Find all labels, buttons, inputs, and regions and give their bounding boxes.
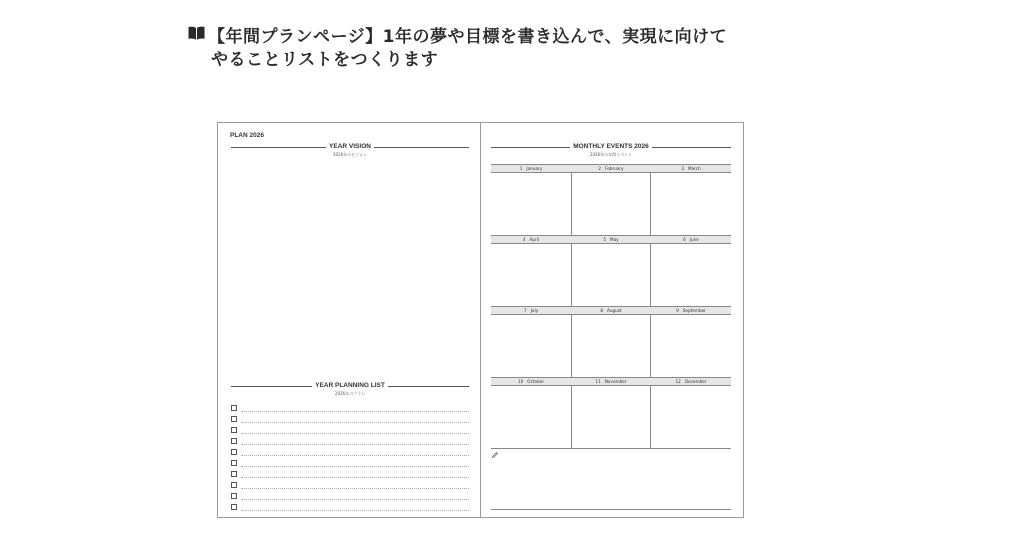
month-number: 6	[683, 236, 686, 242]
month-label	[491, 166, 571, 172]
month-label	[491, 379, 571, 385]
checkbox-icon	[231, 504, 237, 510]
planning-list-row	[231, 491, 469, 502]
calendar-row	[491, 377, 731, 448]
checkbox-icon	[231, 449, 237, 455]
month-label	[571, 237, 651, 243]
dotted-writing-line	[241, 422, 469, 423]
month-name: June	[689, 236, 699, 242]
month-name: May	[610, 236, 619, 242]
month-number: 7	[523, 307, 527, 313]
month-label	[651, 237, 731, 243]
heading-line-2: やることリストをつくります	[211, 50, 439, 70]
month-number: 9	[676, 307, 679, 313]
checkbox-icon	[231, 405, 237, 411]
checkbox-icon	[231, 460, 237, 466]
month-name: February	[605, 165, 624, 171]
month-label	[491, 308, 571, 314]
calendar-column-divider	[650, 244, 651, 306]
dotted-writing-line	[241, 488, 469, 489]
month-number: 11	[595, 378, 601, 384]
month-label	[571, 166, 651, 172]
checkbox-icon	[231, 493, 237, 499]
planning-list-row	[231, 436, 469, 447]
month-number: 1	[519, 165, 523, 171]
book-open-icon	[188, 26, 205, 40]
calendar-row	[491, 235, 731, 306]
notes-top-rule	[491, 448, 731, 449]
checkbox-icon	[231, 482, 237, 488]
month-label	[491, 237, 571, 243]
pencil-icon	[492, 452, 498, 458]
month-number: 5	[603, 236, 606, 242]
month-number: 10	[517, 378, 524, 384]
month-name: October	[527, 378, 545, 384]
month-label	[651, 166, 731, 172]
month-label	[651, 308, 731, 314]
monthly-events-header	[491, 143, 731, 157]
calendar-column-divider	[571, 173, 572, 235]
notes-bottom-rule	[491, 509, 731, 510]
dotted-writing-line	[241, 477, 469, 478]
month-number: 12	[675, 378, 681, 384]
planner-spread	[217, 122, 744, 518]
calendar-column-divider	[571, 386, 572, 448]
year-vision-title: YEAR VISION	[326, 143, 374, 150]
checkbox-icon	[231, 438, 237, 444]
page-label: PLAN 2026	[230, 132, 264, 139]
month-number: 4	[522, 236, 526, 242]
calendar-column-divider	[571, 244, 572, 306]
spread-gutter	[480, 123, 481, 517]
year-vision-subtitle: 2026年のビジョン	[332, 152, 368, 157]
month-label	[571, 379, 651, 385]
year-planning-title: YEAR PLANNING LIST	[312, 382, 388, 389]
planning-list-row	[231, 469, 469, 480]
planning-list-row	[231, 502, 469, 513]
month-name: April	[529, 236, 540, 242]
month-name: November	[604, 378, 627, 384]
month-name: January	[526, 165, 543, 171]
planning-list-row	[231, 403, 469, 414]
calendar-row	[491, 164, 731, 235]
month-label	[571, 308, 651, 314]
dotted-writing-line	[241, 499, 469, 500]
monthly-events-subtitle: 2026年の年間イベント	[589, 152, 633, 157]
calendar-column-divider	[650, 173, 651, 235]
month-name: December	[684, 378, 707, 384]
dotted-writing-line	[241, 510, 469, 511]
year-planning-header	[231, 382, 469, 396]
calendar-row	[491, 306, 731, 377]
month-label	[651, 379, 731, 385]
planning-list-row	[231, 458, 469, 469]
month-name: March	[687, 165, 701, 171]
calendar-column-divider	[571, 315, 572, 377]
year-vision-header	[231, 143, 469, 157]
dotted-writing-line	[241, 411, 469, 412]
checkbox-icon	[231, 427, 237, 433]
checkbox-icon	[231, 471, 237, 477]
monthly-events-title: MONTHLY EVENTS 2026	[570, 143, 652, 150]
month-number: 2	[598, 165, 602, 171]
calendar-column-divider	[650, 386, 651, 448]
month-number: 8	[600, 307, 603, 313]
heading-line-1: 【年間プランページ】1年の夢や目標を書き込んで、実現に向けて	[208, 27, 728, 47]
planning-list-row	[231, 414, 469, 425]
month-number: 3	[681, 165, 684, 171]
dotted-writing-line	[241, 444, 469, 445]
planning-list-row	[231, 425, 469, 436]
planning-list-row	[231, 480, 469, 491]
month-name: August	[607, 307, 622, 313]
dotted-writing-line	[241, 466, 469, 467]
dotted-writing-line	[241, 433, 469, 434]
month-name: September	[682, 307, 706, 313]
planning-list-row	[231, 447, 469, 458]
dotted-writing-line	[241, 455, 469, 456]
calendar-column-divider	[650, 315, 651, 377]
checkbox-icon	[231, 416, 237, 422]
year-planning-subtitle: 2026年のプラン	[334, 391, 366, 396]
month-name: July	[530, 307, 539, 313]
planning-list	[231, 403, 469, 513]
